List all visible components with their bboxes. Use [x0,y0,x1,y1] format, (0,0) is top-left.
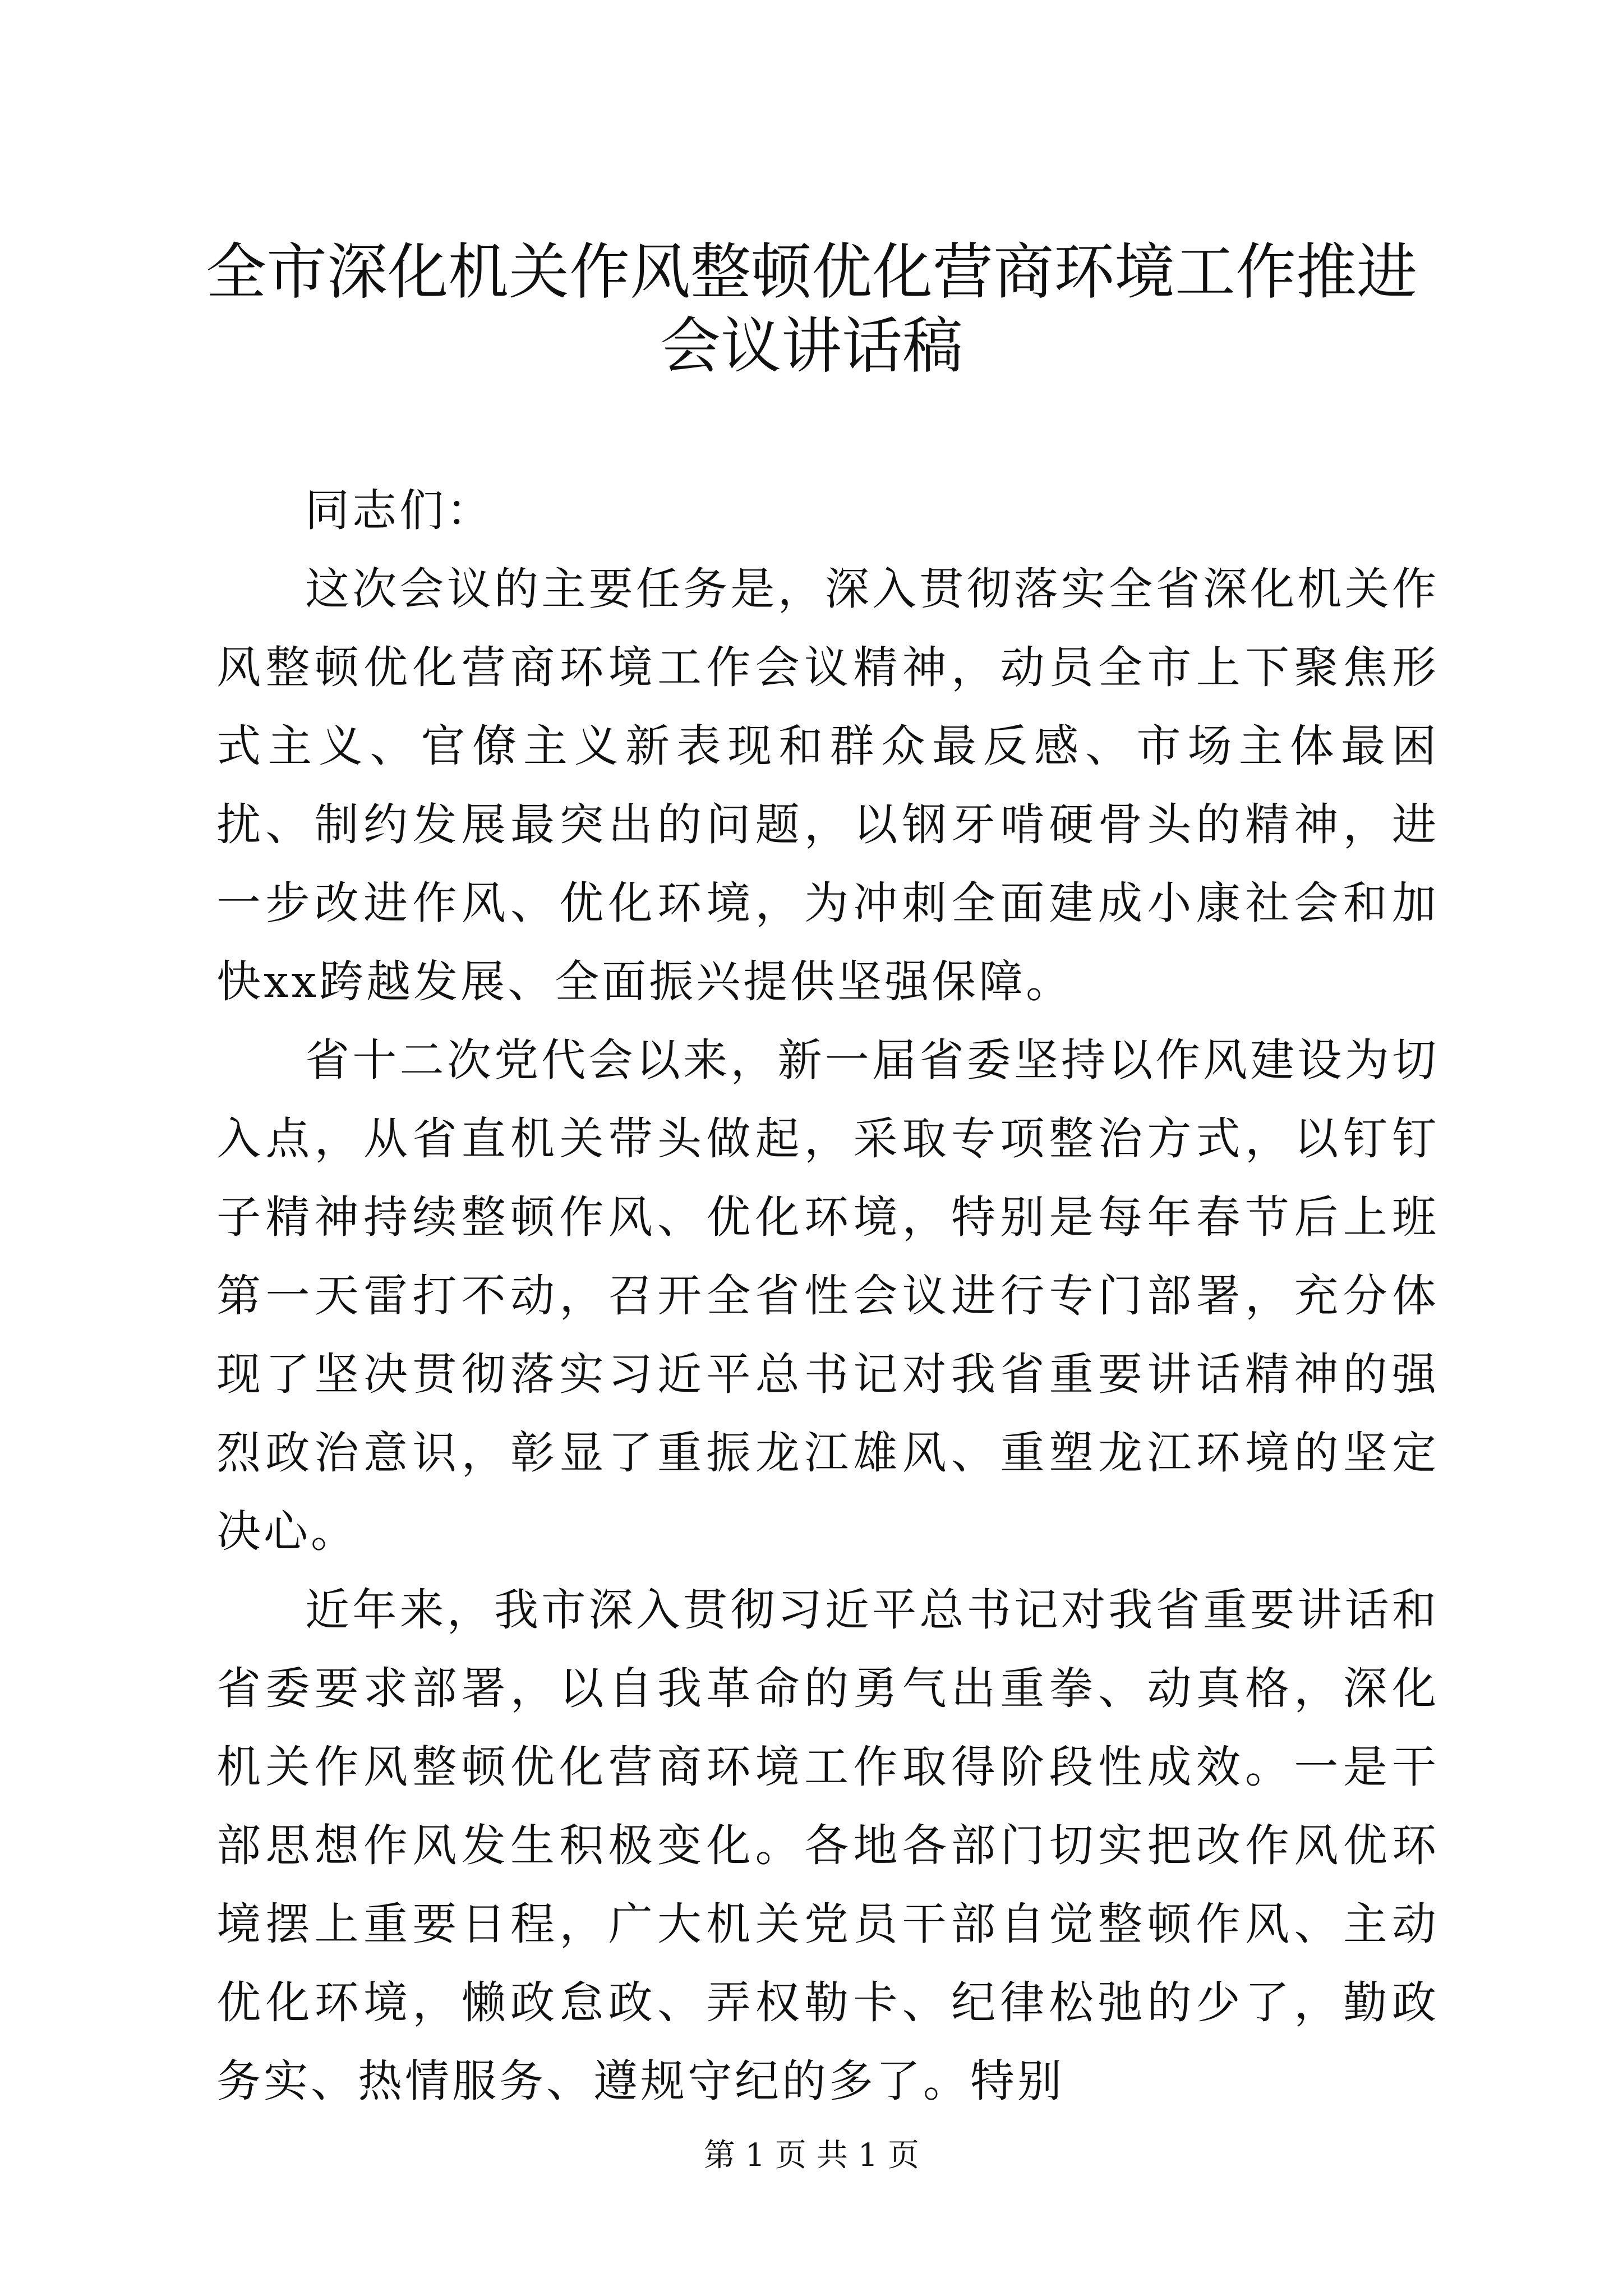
paragraph-1: 这次会议的主要任务是，深入贯彻落实全省深化机关作风整顿优化营商环境工作会议精神，动员全市上下聚焦形式主义、官僚主义新表现和群众最反感、市场主体最困扰、制约发展最突出的问题，以钢牙啃硬骨头的精神，进一步改进作风、优化环境，为冲刺全面建成小康社会和加快xx跨越发展、全面振兴提供坚强保障。 [216,563,1439,1007]
document-body [216,471,1439,2120]
document-title [185,236,1438,384]
title-line-1: 全市深化机关作风整顿优化营商环境工作推进 [205,237,1417,307]
paragraph-2: 省十二次党代会以来，新一届省委坚持以作风建设为切入点，从省直机关带头做起，采取专项整治方式，以钉钉子精神持续整顿作风、优化环境，特别是每年春节后上班第一天雷打不动，召开全省性会议进行专门部署，充分体现了坚决贯彻落实习近平总书记对我省重要讲话精神的强烈政治意识，彰显了重振龙江雄风、重塑龙江环境的坚定决心。 [216,1034,1439,1557]
paragraph-3: 近年来，我市深入贯彻习近平总书记对我省重要讲话和省委要求部署，以自我革命的勇气出重拳、动真格，深化机关作风整顿优化营商环境工作取得阶段性成效。一是干部思想作风发生积极变化。各地各部门切实把改作风优环境摆上重要日程，广大机关党员干部自觉整顿作风、主动优化环境，懒政怠政、弄权勒卡、纪律松弛的少了，勤政务实、热情服务、遵规守纪的多了。特别 [216,1584,1439,2107]
salutation: 同志们： [305,485,494,536]
title-line-2: 会议讲话稿 [660,311,963,381]
page-footer: 第 1 页 共 1 页 [703,2137,920,2174]
